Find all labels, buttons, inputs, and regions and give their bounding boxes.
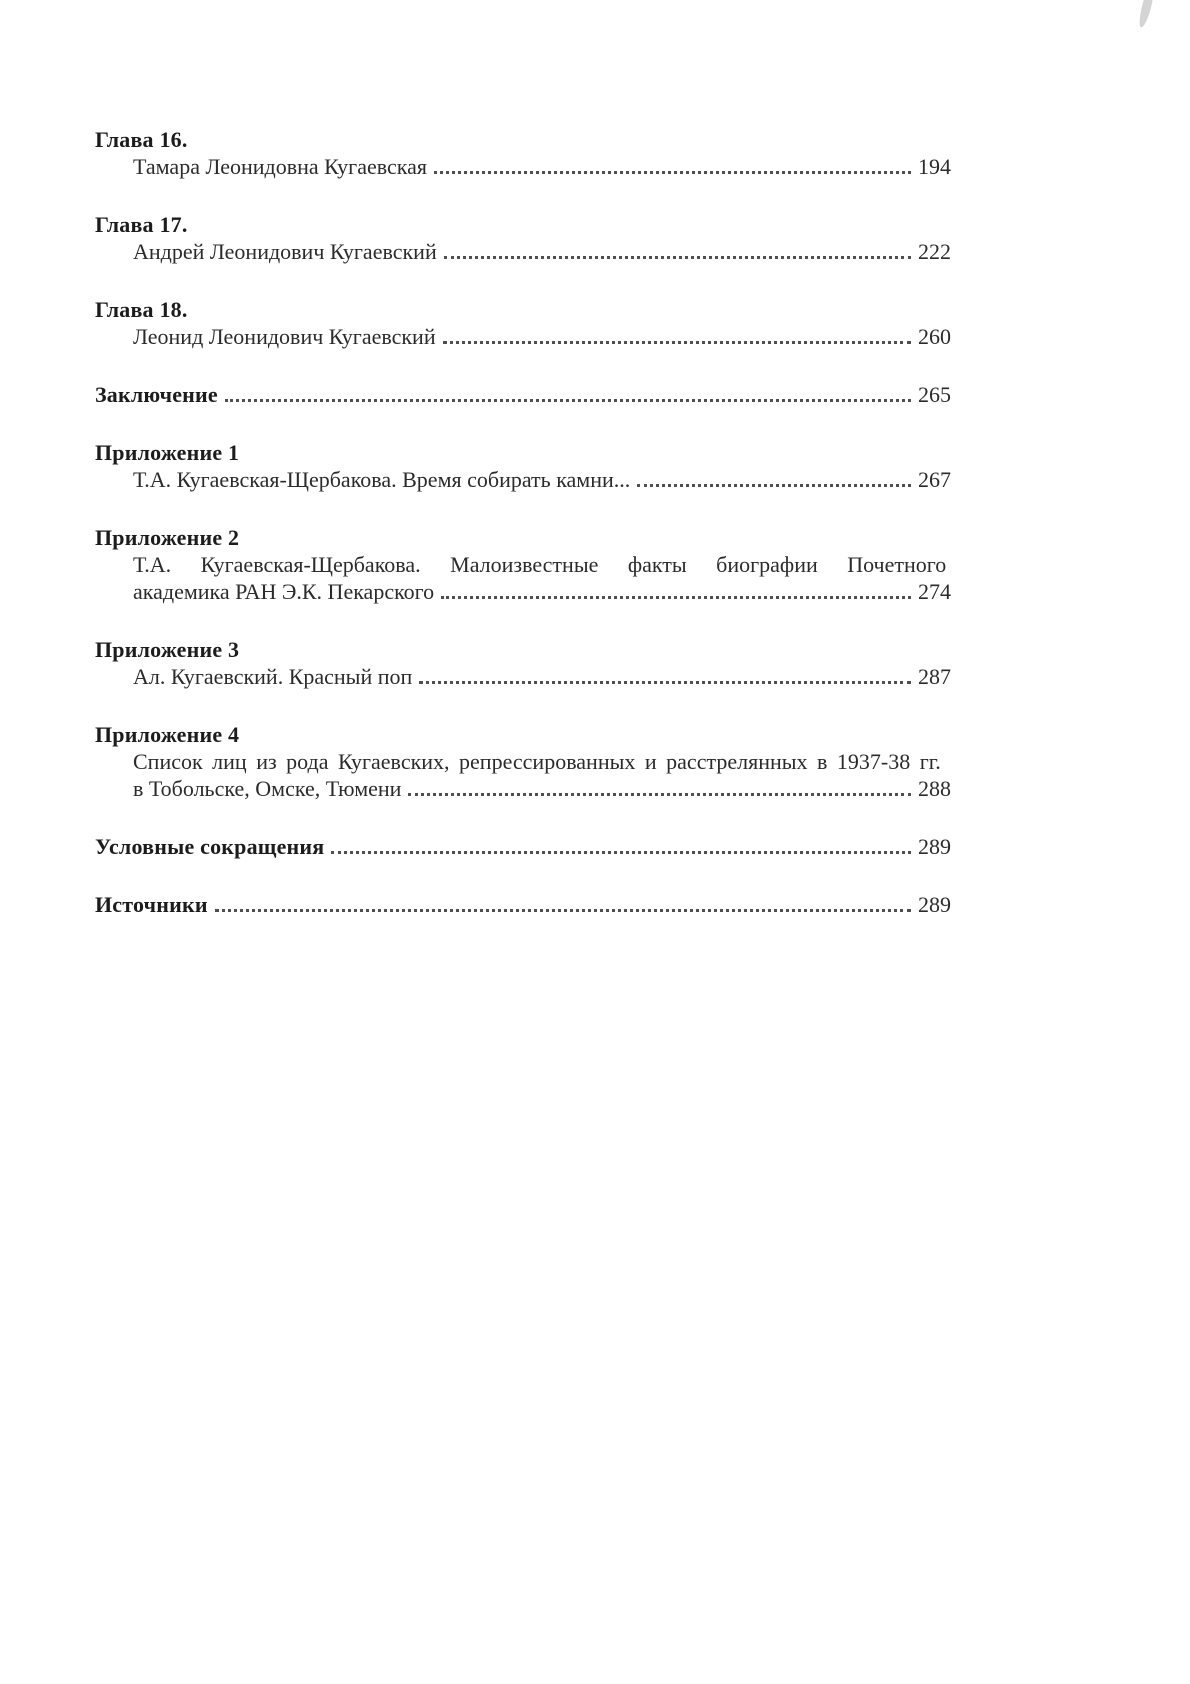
- dot-leader: [419, 681, 911, 684]
- toc-entry-heading: Приложение 1: [95, 440, 240, 465]
- toc-entry-page: 288: [918, 776, 951, 801]
- toc-entry-page: 260: [918, 324, 951, 349]
- toc-entry-line: [95, 663, 951, 690]
- toc-entry-page: 265: [918, 382, 951, 407]
- toc-entry-title: Ал. Кугаевский. Красный поп: [133, 664, 413, 689]
- table-of-contents: [95, 126, 951, 949]
- dot-leader: [215, 909, 911, 912]
- toc-entry-line: [95, 578, 951, 605]
- toc-entry-chapter-17: [95, 211, 951, 265]
- toc-entry-page: 289: [918, 834, 951, 859]
- toc-entry-appendix-4: [95, 721, 951, 802]
- toc-entry-title-line-1: Список лиц из рода Кугаевских, репрессированных и расстрелянных в 1937-38 гг.: [133, 749, 941, 774]
- toc-entry-appendix-2: [95, 524, 951, 605]
- toc-entry-page: 267: [918, 467, 951, 492]
- toc-entry-page: 287: [918, 664, 951, 689]
- toc-entry-appendix-3: [95, 636, 951, 690]
- toc-entry-heading: Глава 17.: [95, 212, 188, 237]
- toc-entry-page: 222: [918, 239, 951, 264]
- dot-leader: [434, 171, 911, 174]
- toc-entry-line: [95, 833, 951, 860]
- toc-entry-heading: Источники: [95, 892, 208, 917]
- toc-entry-page: 194: [918, 154, 951, 179]
- toc-entry-heading: Глава 18.: [95, 297, 188, 322]
- toc-entry-sources: [95, 891, 951, 918]
- toc-entry-title: Тамара Леонидовна Кугаевская: [133, 154, 427, 179]
- toc-entry-title-line-2: в Тобольске, Омске, Тюмени: [133, 776, 402, 801]
- toc-entry-line: [95, 891, 951, 918]
- toc-entry-abbreviations: [95, 833, 951, 860]
- toc-entry-chapter-16: [95, 126, 951, 180]
- toc-entry-appendix-1: [95, 439, 951, 493]
- dot-leader: [637, 484, 911, 487]
- toc-entry-line: [95, 381, 951, 408]
- dot-leader: [408, 793, 911, 796]
- toc-entry-line: [95, 466, 951, 493]
- toc-entry-heading: Приложение 2: [95, 525, 240, 550]
- toc-entry-heading: Глава 16.: [95, 127, 188, 152]
- toc-entry-line: [95, 238, 951, 265]
- toc-entry-line: [95, 153, 951, 180]
- toc-entry-chapter-18: [95, 296, 951, 350]
- scan-artifact: [1137, 0, 1154, 29]
- dot-leader: [441, 596, 911, 599]
- toc-entry-title: Андрей Леонидович Кугаевский: [133, 239, 437, 264]
- toc-entry-page: 274: [918, 579, 951, 604]
- dot-leader: [443, 341, 911, 344]
- toc-entry-heading: Заключение: [95, 382, 218, 407]
- toc-entry-heading: Приложение 3: [95, 637, 240, 662]
- dot-leader: [444, 256, 911, 259]
- toc-entry-page: 289: [918, 892, 951, 917]
- toc-entry-heading: Приложение 4: [95, 722, 240, 747]
- toc-entry-line: [95, 775, 951, 802]
- toc-entry-title-line-1: Т.А. Кугаевская-Щербакова. Малоизвестные факты биографии Почетного: [133, 552, 947, 577]
- dot-leader: [225, 399, 911, 402]
- toc-entry-title-line-2: академика РАН Э.К. Пекарского: [133, 579, 435, 604]
- dot-leader: [331, 851, 911, 854]
- toc-entry-heading: Условные сокращения: [95, 834, 325, 859]
- toc-entry-title: Т.А. Кугаевская-Щербакова. Время собирать камни...: [133, 467, 631, 492]
- toc-entry-line: [95, 323, 951, 350]
- toc-entry-title: Леонид Леонидович Кугаевский: [133, 324, 436, 349]
- toc-entry-conclusion: [95, 381, 951, 408]
